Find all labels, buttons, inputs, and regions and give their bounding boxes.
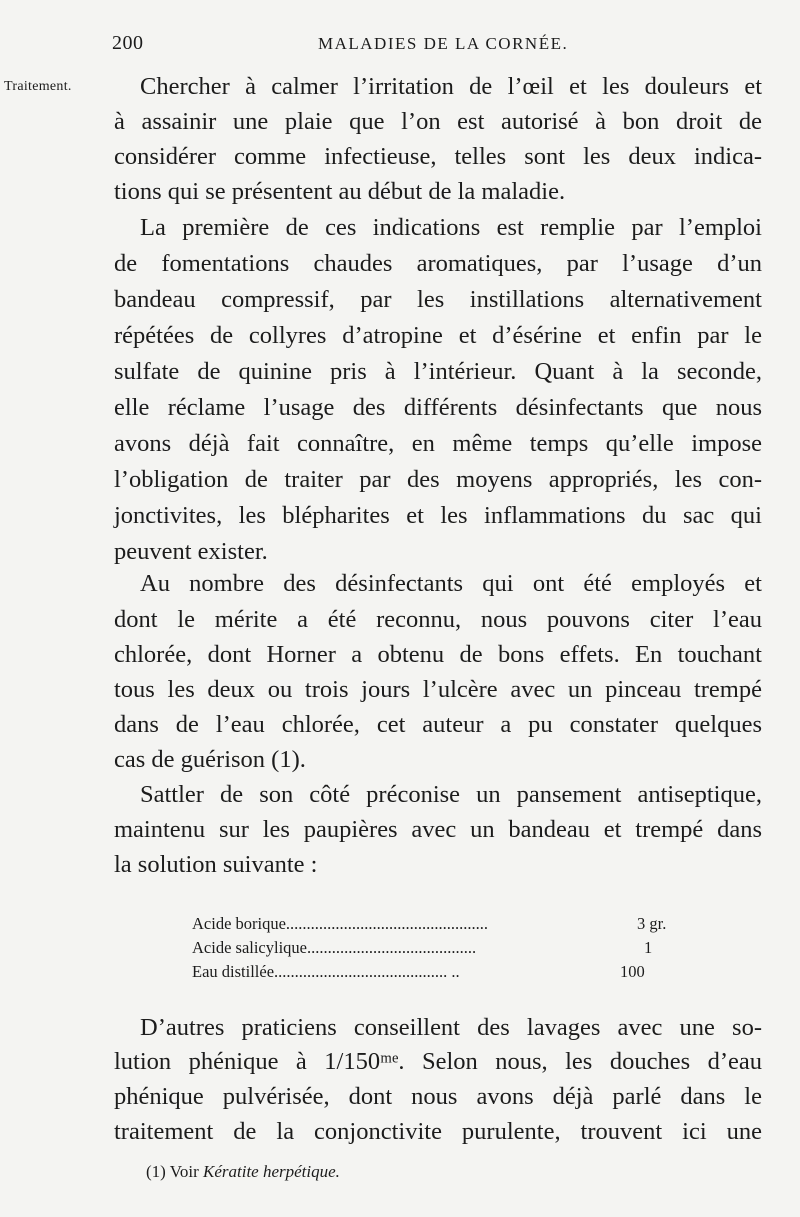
text-line: maintenu sur les paupières avec un bandeau et trempé dans <box>114 816 762 843</box>
text-line: Au nombre des désinfectants qui ont été employés et <box>140 570 762 597</box>
text-line: cas de guérison (1). <box>114 746 306 773</box>
text-line: la solution suivante : <box>114 851 318 878</box>
footnote-marker: (1) Voir <box>146 1162 199 1181</box>
text-line: traitement de la conjonctivite purulente, trouvent ici une <box>114 1118 762 1145</box>
text-line: lution phénique à 1/150ᵐᵉ. Selon nous, les douches d’eau <box>114 1048 762 1075</box>
text-line: de fomentations chaudes aromatiques, par l’usage d’un <box>114 250 762 277</box>
text-line: dont le mérite a été reconnu, nous pouvons citer l’eau <box>114 606 762 633</box>
text-line: sulfate de quinine pris à l’intérieur. Quant à la seconde, <box>114 358 762 385</box>
text-line: dans de l’eau chlorée, cet auteur a pu constater quelques <box>114 711 762 738</box>
footnote-reference: Kératite herpétique. <box>203 1162 340 1181</box>
text-line: considérer comme infectieuse, telles sont les deux indica- <box>114 143 762 170</box>
text-line: elle réclame l’usage des différents désinfectants que nous <box>114 394 762 421</box>
text-line: La première de ces indications est remplie par l’emploi <box>140 214 762 241</box>
footnote <box>146 1162 340 1182</box>
text-line: bandeau compressif, par les instillations alternativement <box>114 286 762 313</box>
text-line: tous les deux ou trois jours l’ulcère avec un pinceau trempé <box>114 676 762 703</box>
text-line: avons déjà fait connaître, en même temps qu’elle impose <box>114 430 762 457</box>
text-line: Sattler de son côté préconise un pansement antiseptique, <box>140 781 762 808</box>
text-line: l’obligation de traiter par des moyens appropriés, les con- <box>114 466 762 493</box>
formula-quantity: 3 gr. <box>637 914 667 933</box>
text-line: chlorée, dont Horner a obtenu de bons effets. En touchant <box>114 641 762 668</box>
text-line: à assainir une plaie que l’on est autorisé à bon droit de <box>114 108 762 135</box>
text-line: jonctivites, les blépharites et les inflammations du sac qui <box>114 502 762 529</box>
formula-quantity: 100 <box>620 962 645 981</box>
formula-ingredient: Eau distillée.......................................... .. <box>192 962 460 981</box>
text-line: D’autres praticiens conseillent des lavages avec une so- <box>140 1014 762 1041</box>
text-line: Chercher à calmer l’irritation de l’œil et les douleurs et <box>140 73 762 100</box>
page-number: 200 <box>112 32 144 54</box>
text-line: peuvent exister. <box>114 538 268 565</box>
margin-note: Traitement. <box>4 79 72 94</box>
formula-quantity: 1 <box>644 938 653 957</box>
text-line: tions qui se présentent au début de la maladie. <box>114 178 566 205</box>
text-line: répétées de collyres d’atropine et d’ésérine et enfin par le <box>114 322 762 349</box>
page-header <box>0 28 800 58</box>
text-line: phénique pulvérisée, dont nous avons déjà parlé dans le <box>114 1083 762 1110</box>
running-title: MALADIES DE LA CORNÉE. <box>318 34 569 53</box>
formula-ingredient: Acide salicylique......................................... <box>192 938 477 957</box>
formula-ingredient: Acide borique................................................. <box>192 914 489 933</box>
